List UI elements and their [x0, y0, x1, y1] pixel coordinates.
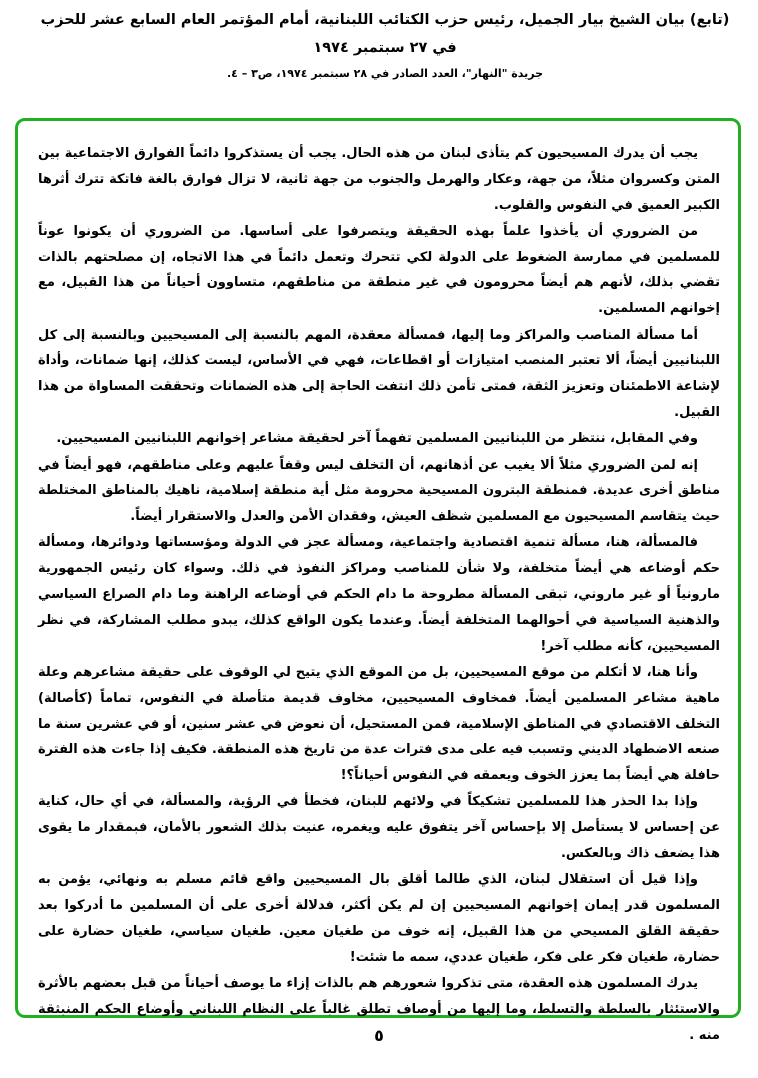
paragraph: يدرك المسلمون هذه العقدة، متى تذكروا شعورهم هم بالذات إزاء ما يوصف أحياناً من قبل بعضهم بالأثرة والاستئثار بالسلطة والتسلط، وما إليها من أوصاف تطلق غالباً على النظام اللبناني وأوضاع الحكم المنبثقة منه . [38, 976, 720, 1043]
page-number: ٥ [374, 1026, 384, 1045]
paragraph: وفي المقابل، ننتظر من اللبنانيين المسلمين تفهماً آخر لحقيقة مشاعر إخوانهم اللبنانيين المسيحيين. [56, 431, 698, 447]
document-body [38, 141, 720, 1049]
paragraph: من الضروري أن يأخذوا علماً بهذه الحقيقة ويتصرفوا على أساسها. من الضروري أن يكونوا عوناً للمسلمين في ممارسة الضغوط على الدولة لكي تتحرك وتعمل دائماً في هذا الاتجاه، إن مصلحتهم بالذات تقضي بذلك، لأنهم هم أيضاً محرومون في غير منطقة من مناطقهم، متساوون أحياناً من هذا القبيل، مع إخوانهم المسلمين. [38, 223, 720, 317]
source-citation: جريدة "النهار"، العدد الصادر في ٢٨ سبتمبر ١٩٧٤، ص٣ – ٤. [226, 67, 544, 80]
paragraph: يجب أن يدرك المسيحيون كم يتأذى لبنان من هذه الحال. يجب أن يستذكروا دائماً الفوارق الاجتماعية بين المتن وكسروان مثلاً، من جهة، وعكار والهرمل والجنوب من جهة ثانية، لا تزال فوارق بالغة فاتكة تترك أثرها الكبير العميق في النفوس والقلوب. [38, 146, 720, 213]
document-header [40, 6, 730, 85]
paragraph: وإذا قيل أن استقلال لبنان، الذي طالما أقلق بال المسيحيين واقع قائم مسلم به ونهائي، يؤمن به المسلمون قدر إيمان إخوانهم المسيحيين إن لم يكن أكثر، فدلالة أخرى على أن المسلمين ما أدركوا بعد حقيقة القلق المسيحي من هذا القبيل، إنه خوف من طغيان معين. طغيان سياسي، طغيان حضارة على حضارة، طغيان فكر على فكر، طغيان عددي، سمه ما شئت! [38, 872, 720, 965]
paragraph: أما مسألة المناصب والمراكز وما إليها، فمسألة معقدة، المهم بالنسبة إلى المسيحيين وبالنسبة إلى كل اللبنانيين أيضاً، ألا تعتبر المنصب امتيازات أو اقطاعات، فهي في الأساس، ليست كذلك، إنها ضمانات، وأداة لإشاعة الاطمئنان وتعزيز الثقة، فمتى تأمن ذلك انتفت الحاجة إلى هذه الضمانات وتحققت المساواة من هذا القبيل. [38, 327, 720, 420]
paragraph: وإذا بدا الحذر هذا للمسلمين تشكيكاً في ولائهم للبنان، فخطأ في الرؤية، والمسألة، في أي حال، كناية عن إحساس لا يستأصل إلا بإحساس آخر يتفوق عليه ويغمره، عنيت بذلك الشعور بالأمان، فبمقدار ما يقوى هذا يضعف ذاك وبالعكس. [38, 794, 720, 862]
paragraph: فالمسألة، هنا، مسألة تنمية اقتصادية واجتماعية، ومسألة عجز في الدولة ومؤسساتها ودوائرها، ومسألة حكم أوضاعه هي أيضاً متخلفة، ولا شأن للمناصب ومراكز النفوذ في ذلك. وسواء كان رئيس الجمهورية مارونياً أو غير ماروني، تبقى المسألة مطروحة ما دام الحكم في أوضاعه الراهنة وما دام الصراع السياسي والذهنية السياسية في أحوالهما المتخلفة أيضاً. وعندما يكون الواقع كذلك، يبدو مطلب المشاركة، في نظر المسيحيين، كأنه مطلب آخر! [38, 535, 720, 654]
paragraph: وأنا هنا، لا أتكلم من موقع المسيحيين، بل من الموقع الذي يتيح لي الوقوف على حقيقة مشاعرهم وعلة ماهية مشاعر المسلمين أيضاً. فمخاوف المسيحيين، مخاوف قديمة متأصلة في النفوس، تماماً (كأصالة) التخلف الاقتصادي في المناطق الإسلامية، فمن المستحيل، أن نعوض في عشر سنين، أو في عشرين سنة ما صنعه الاضطهاد الديني وتسبب فيه على مدى فترات عدة من تاريخ هذه المنطقة. فكيف إذا جاءت هذه الفترة حافلة هي أيضاً بما يعزز الخوف ويعمقه في النفوس أحياناً؟! [38, 664, 720, 784]
paragraph: إنه لمن الضروري مثلاً ألا يغيب عن أذهانهم، أن التخلف ليس وقفاً عليهم وعلى مناطقهم، فهو أيضاً في مناطق أخرى عديدة. فمنطقة البترون المسيحية محرومة مثل أية منطقة إسلامية، ناهيك بالمناطق المختلطة حيث يتقاسم المسيحيون مع المسلمين شظف العيش، وفقدان الأمن والعدل والاستقرار أيضاً. [38, 457, 720, 525]
document-title: (تابع) بيان الشيخ بيار الجميل، رئيس حزب الكتائب اللبنانية، أمام المؤتمر العام السابع عشر للحزب في ٢٧ سبتمبر ١٩٧٤ [40, 12, 730, 56]
